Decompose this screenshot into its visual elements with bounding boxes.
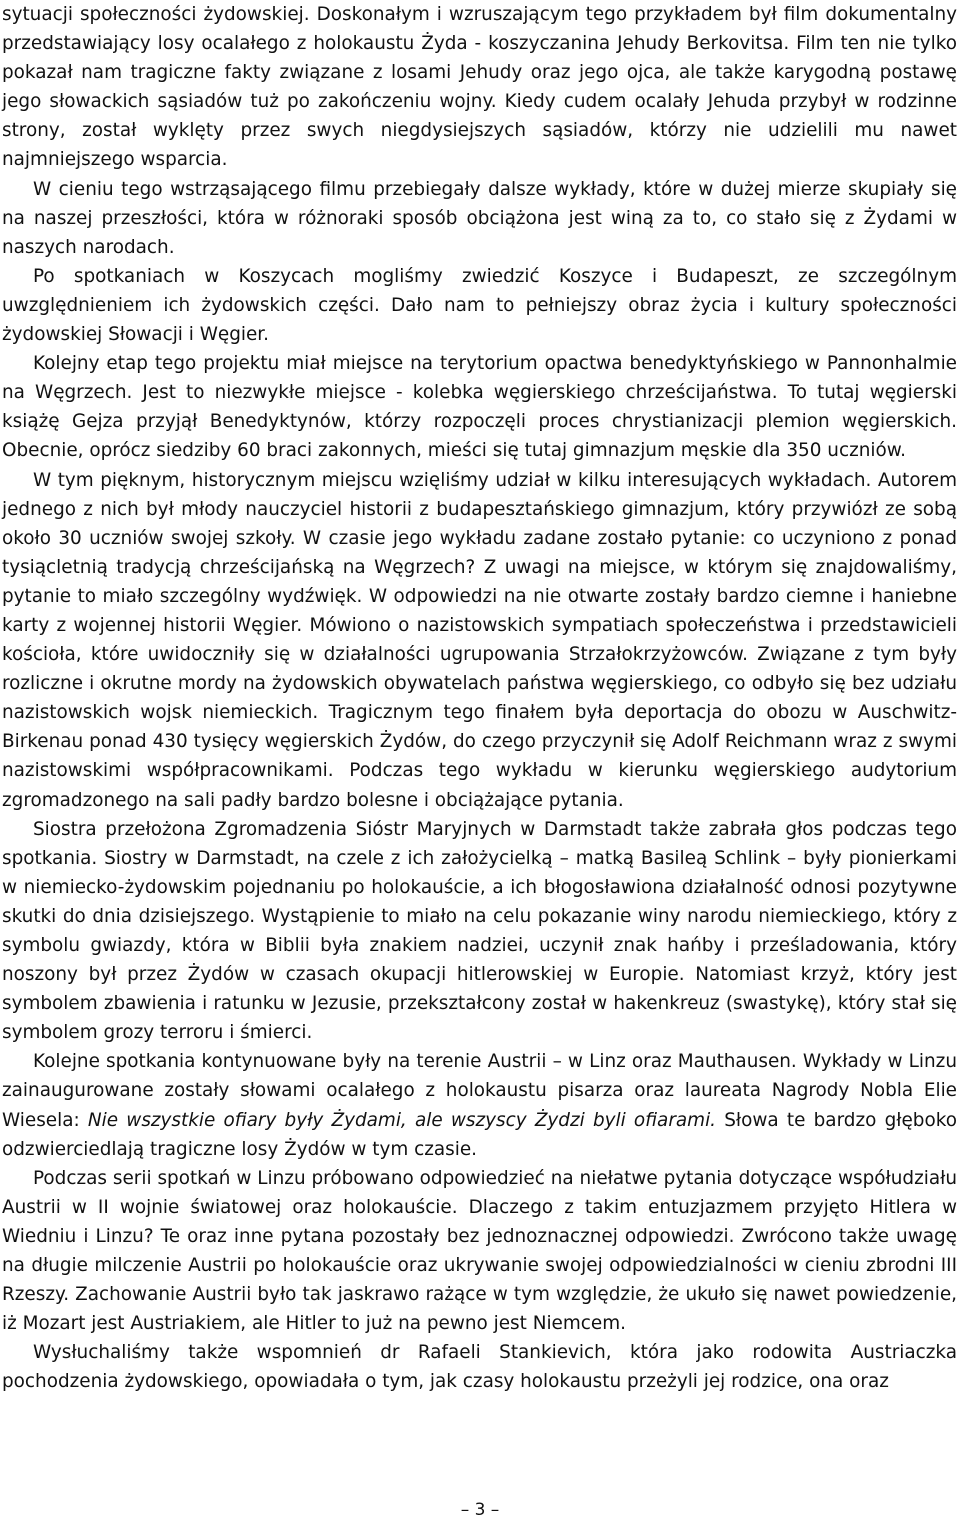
paragraph-5: W tym pięknym, historycznym miejscu wzięliśmy udział w kilku interesujących wykładach. Autorem jednego z nich był młody nauczyciel historii z budapesztańskiego gimnazjum, który przywiózł ze sobą około 30 uczniów swojej szkoły. W czasie jego wykładu zadane zostało pytanie: co uczyniono z ponad tysiącletnią tradycją chrześcijańską na Węgrzech? Z uwagi na miejsce, w którym się znajdowaliśmy, pytanie to miało szczególny wydźwięk. W odpowiedzi na nie otwarte zostały bardzo ciemne i haniebne karty z wojennej historii Węgier. Mówiono o nazistowskich sympatiach społeczeństwa i przedstawicieli kościoła, które uwidoczniły się w działalności ugrupowania Strzałokrzyżowców. Związane z tym były rozliczne i okrutne mordy na żydowskich obywatelach państwa węgierskiego, co odbyło się bez udziału nazistowskich wojsk niemieckich. Tragicznym tego finałem była deportacja do obozu w Auschwitz-Birkenau ponad 430 tysięcy węgierskich Żydów, do czego przyczynił się Adolf Reichmann wraz z swymi nazistowskimi współpracownikami. Podczas tego wykładu w kierunku węgierskiego audytorium zgromadzonego na sali padły bardzo bolesne i obciążające pytania. [2, 469, 957, 811]
paragraph-2: W cieniu tego wstrząsającego filmu przebiegały dalsze wykłady, które w dużej mierze skupiały się na naszej przeszłości, która w różnoraki sposób obciążona jest winą za to, co stało się z Żydami w naszych narodach. [2, 178, 957, 258]
paragraph-7-text-before: Kolejne spotkania kontynuowane były na terenie Austrii – w Linz oraz Mauthausen. Wykłady w Linzu zainaugurowane zostały słowami ocalałego z holokaustu pisarza oraz laureata Nagrody Nobla Elie Wiesela: [2, 1051, 957, 1131]
paragraph-9: Wysłuchaliśmy także wspomnień dr Rafaeli Stankievich, która jako rodowita Austriaczka pochodzenia żydowskiego, opowiadała o tym, jak czasy holokaustu przeżyli jej rodzice, ona oraz [2, 1342, 957, 1393]
paragraph-1: sytuacji społeczności żydowskiej. Doskonałym i wzruszającym tego przykładem był film dokumentalny przedstawiający losy ocalałego z holokaustu Żyda - koszyczanina Jehudy Berkovitsa. Film ten nie tylko pokazał nam tragiczne fakty związane z losami Jehudy oraz jego ojca, ale także karygodną postawę jego słowackich sąsiadów tuż po zakończeniu wojny. Kiedy cudem ocalały Jehuda przybył w rodzinne strony, został wyklęty przez swych niegdysiejszych sąsiadów, którzy nie udzielili mu nawet najmniejszego wsparcia. [2, 4, 957, 171]
paragraph-3: Po spotkaniach w Koszycach mogliśmy zwiedzić Koszyce i Budapeszt, ze szczególnym uwzględnieniem ich żydowskich części. Dało nam to pełniejszy obraz życia i kultury społeczności żydowskiej Słowacji i Węgier. [2, 265, 957, 346]
wiesel-quote: Nie wszystkie ofiary były Żydami, ale wszyscy Żydzi byli ofiarami. [87, 1109, 717, 1131]
paragraph-4: Kolejny etap tego projektu miał miejsce na terytorium opactwa benedyktyńskiego w Pannonhalmie na Węgrzech. Jest to niezwykłe miejsce - kolebka węgierskiego chrześcijaństwa. To tutaj węgierski książę Gejza przyjął Benedyktynów, którzy rozpoczęli proces chrystianizacji plemion węgierskich. Obecnie, oprócz siedziby 60 braci zakonnych, mieści się tutaj gimnazjum męskie dla 350 uczniów. [2, 353, 957, 462]
article-body [2, 0, 957, 1397]
paragraph-6: Siostra przełożona Zgromadzenia Sióstr Maryjnych w Darmstadt także zabrała głos podczas tego spotkania. Siostry w Darmstadt, na czele z ich założycielką – matką Basileą Schlink – były pionierkami w niemiecko-żydowskim pojednaniu po holokauście, a ich błogosławiona działalność odnosi pozytywne skutki do dnia dzisiejszego. Wystąpienie to miało na celu pokazanie winy narodu niemieckiego, który z symbolu gwiazdy, która w Biblii była znakiem nadziei, uczynił znak hańby i prześladowania, który noszony był przez Żydów w czasach okupacji hitlerowskiej w Europie. Natomiast krzyż, który jest symbolem zbawienia i ratunku w Jezusie, przekształcony został w hakenkreuz (swastykę), który stał się symbolem grozy terroru i śmierci. [2, 818, 957, 1044]
page-number: – 3 – [460, 1500, 500, 1520]
paragraph-8: Podczas serii spotkań w Linzu próbowano odpowiedzieć na niełatwe pytania dotyczące współudziału Austrii w II wojnie światowej oraz holokauście. Dlaczego z takim entuzjazmem przyjęto Hitlera w Wiedniu i Linzu? Te oraz inne pytana pozostały bez jednoznacznej odpowiedzi. Zwrócono także uwagę na długie milczenie Austrii po holokauście oraz ukrywanie swojej odpowiedzialności w cieniu zbrodni III Rzeszy. Zachowanie Austrii było tak jaskrawo rażące w tym względzie, że ukuło się nawet powiedzenie, iż Mozart jest Austriakiem, ale Hitler to już na pewno jest Niemcem. [2, 1167, 957, 1335]
paragraph-7 [2, 1047, 957, 1163]
paragraph-7-text-after: Słowa te bardzo głęboko odzwierciedlają tragiczne losy Żydów w tym czasie. [2, 1109, 957, 1160]
